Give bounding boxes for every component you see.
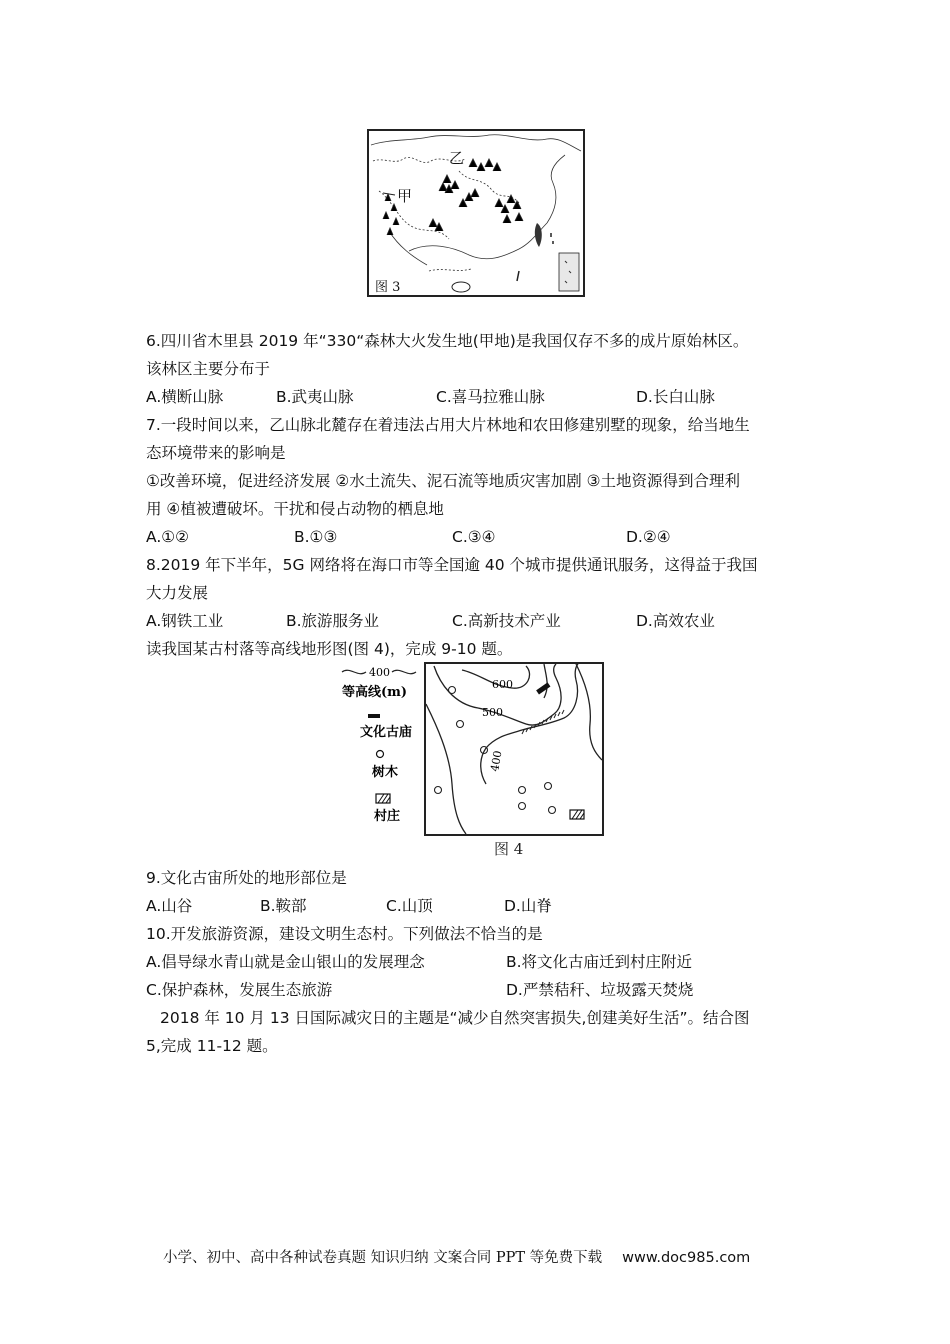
q7-option-a: A.①②: [146, 528, 190, 546]
q8-option-b: B.旅游服务业: [286, 612, 380, 630]
q6-option-b: B.武夷山脉: [276, 388, 354, 406]
q6-option-d: D.长白山脉: [636, 388, 715, 406]
legend-village-icon: [376, 794, 390, 803]
q8-option-c: C.高新技术产业: [452, 612, 561, 630]
legend-temple-icon: [368, 714, 380, 718]
q6-option-a: A.横断山脉: [146, 388, 224, 406]
china-south-map-graphic: [369, 131, 583, 295]
q7-stem-line2: 态环境带来的影响是: [146, 444, 286, 462]
intro-11-12-line1: 2018 年 10 月 13 日国际减灾日的主题是“减少自然突害损失,创建美好生活”。结合图: [160, 1009, 750, 1027]
q8-stem-line1: 8.2019 年下半年，5G 网络将在海口市等全国逾 40 个城市提供通讯服务，这得益于我国: [146, 556, 758, 574]
q7-stem-line1: 7.一段时间以来，乙山脉北麓存在着违法占用大片林地和农田修建别墅的现象，给当地生: [146, 416, 750, 434]
q8-stem-line2: 大力发展: [146, 584, 209, 602]
q7-option-b: B.①③: [294, 528, 338, 546]
contour-label-400: 400: [488, 749, 505, 773]
legend-contour-label: 等高线(m): [342, 685, 408, 700]
q10-stem: 10.开发旅游资源，建设文明生态村。下列做法不恰当的是: [146, 925, 543, 943]
page-footer: [163, 1246, 750, 1267]
q9-stem: 9.文化古宙所处的地形部位是: [146, 869, 347, 887]
q8-option-d: D.高效农业: [636, 612, 715, 630]
q6-option-c: C.喜马拉雅山脉: [436, 388, 545, 406]
q8-option-a: A.钢铁工业: [146, 612, 224, 630]
q6-stem-line1: 6.四川省木里县 2019 年“330“森林大火发生地(甲地)是我国仅存不多的成片原始林区。: [146, 332, 749, 350]
q10-option-a: A.倡导绿水青山就是金山银山的发展理念: [146, 953, 425, 971]
footer-text: 小学、初中、高中各种试卷真题 知识归纳 文案合同 PPT 等免费下载: [163, 1250, 603, 1266]
legend-tree-label: 树木: [372, 765, 399, 780]
figure-4-caption: 图 4: [494, 840, 524, 858]
label-jia: 甲: [397, 187, 413, 205]
q9-option-d: D.山脊: [504, 897, 552, 915]
label-yi: 乙: [449, 149, 465, 167]
figure-3-map: [367, 129, 585, 297]
village-marker-icon: [570, 810, 584, 819]
q7-statements-line2: 用 ④植被遭破坏。干扰和侵占动物的栖息地: [146, 500, 444, 518]
q7-option-c: C.③④: [452, 528, 496, 546]
intro-11-12-line2: 5,完成 11-12 题。: [146, 1037, 278, 1055]
q9-option-c: C.山顶: [386, 897, 433, 915]
q9-option-a: A.山谷: [146, 897, 193, 915]
contour-label-500: 500: [482, 706, 503, 719]
contour-label-600: 600: [492, 678, 513, 691]
q9-option-b: B.鞍部: [260, 897, 307, 915]
q7-option-d: D.②④: [626, 528, 671, 546]
q10-option-d: D.严禁秸秆、垃圾露天焚烧: [506, 981, 694, 999]
q10-option-c: C.保护森林，发展生态旅游: [146, 981, 333, 999]
q6-stem-line2: 该林区主要分布于: [146, 360, 271, 378]
q10-option-b: B.将文化古庙迁到村庄附近: [506, 953, 693, 971]
intro-9-10: 读我国某古村落等高线地形图(图 4)，完成 9-10 题。: [146, 640, 513, 658]
figure-4-contour-map: [424, 662, 604, 836]
footer-url[interactable]: www.doc985.com: [622, 1250, 751, 1266]
legend-temple-label: 文化古庙: [360, 725, 413, 740]
temple-marker-icon: [536, 682, 550, 694]
legend-village-label: 村庄: [374, 809, 401, 824]
figure-3-caption: 图 3: [375, 280, 401, 295]
legend-tree-icon: [377, 751, 384, 758]
figure-4-legend: [340, 662, 420, 852]
legend-contour-value: 400: [369, 666, 390, 679]
q7-statements-line1: ①改善环境，促进经济发展 ②水土流失、泥石流等地质灾害加剧 ③土地资源得到合理利: [146, 472, 741, 490]
